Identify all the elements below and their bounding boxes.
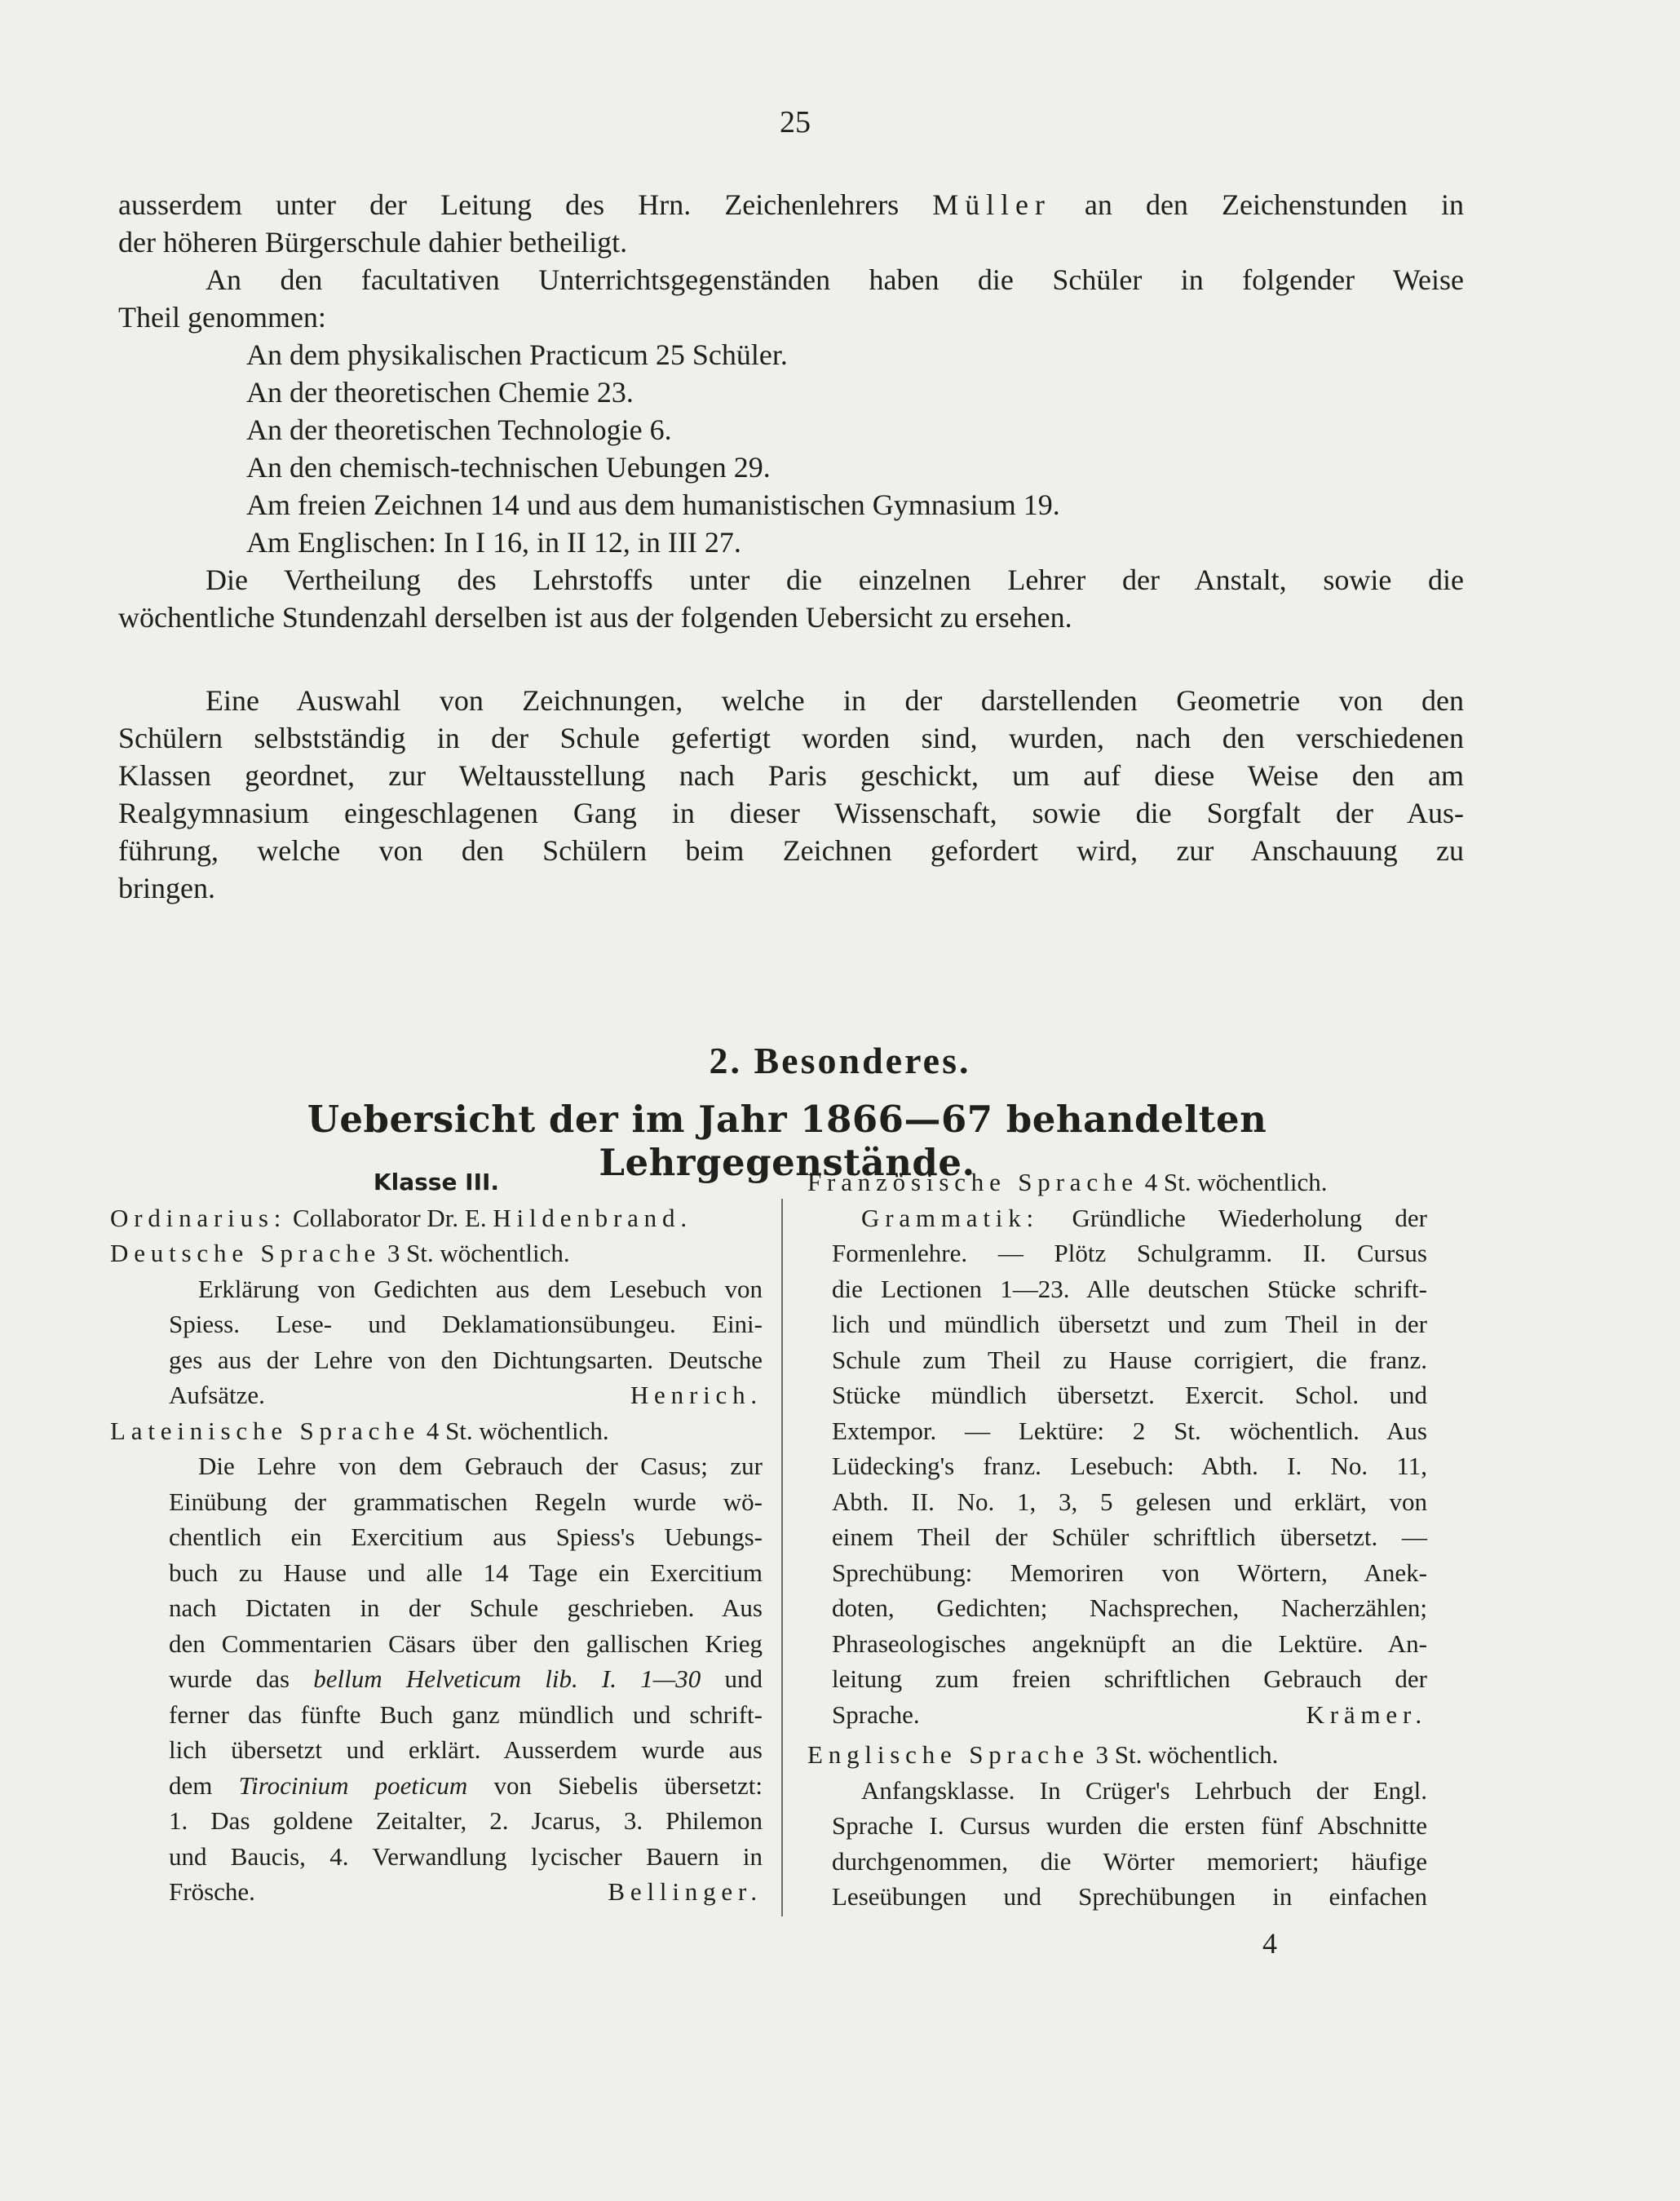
intro-para-2: An den facultativen Unterrichtsgegenständen haben die Schüler in folgender Weise (206, 263, 1464, 296)
franz-line: Extempor. — Lektüre: 2 St. wöchentlich. Aus (832, 1416, 1427, 1445)
intro-para-3-end: wöchentliche Stundenzahl derselben ist aus der folgenden Uebersicht zu ersehen. (118, 601, 1072, 634)
latein-line: nach Dictaten in der Schule geschrieben. Aus (169, 1593, 763, 1622)
teacher-signature: Henrich. (630, 1381, 763, 1409)
franz-line: Lüdecking's franz. Lesebuch: Abth. I. No. 11, (832, 1452, 1427, 1480)
franz-line: lich und mündlich übersetzt und zum Theil in der (832, 1310, 1427, 1338)
engl-line: durchgenommen, die Wörter memoriert; häufige (832, 1846, 1427, 1876)
deutsch-line: ges aus der Lehre von den Dichtungsarten. Deutsche (169, 1345, 763, 1374)
franz-line: Formenlehre. — Plötz Schulgramm. II. Cursus (832, 1239, 1427, 1267)
latein-line: chentlich ein Exercitium aus Spiess's Uebungs- (169, 1523, 763, 1551)
franz-line: Sprechübung: Memoriren von Wörtern, Anek- (832, 1558, 1427, 1587)
subject-heading-deutsch: Deutsche Sprache 3 St. wöchentlich. (110, 1239, 570, 1267)
engl-line: Leseübungen und Sprechübungen in einfachen (832, 1882, 1427, 1911)
intro-para-4-end: bringen. (118, 872, 215, 904)
intro-para-4-line: Schülern selbstständig in der Schule gefertigt worden sind, wurden, nach den verschiedenen (118, 722, 1464, 754)
teacher-signature: Bellinger. (608, 1877, 763, 1906)
participation-item: An dem physikalischen Practicum 25 Schüler. (246, 338, 788, 371)
intro-para-4-line: Eine Auswahl von Zeichnungen, welche in der darstellenden Geometrie von den (206, 684, 1464, 717)
right-column (807, 1165, 1427, 1915)
participation-item: An den chemisch-technischen Uebungen 29. (246, 451, 771, 484)
section-heading: 2. Besonderes. (709, 1040, 971, 1081)
intro-para-2-end: Theil genommen: (118, 301, 326, 334)
intro-para-4-line: Klassen geordnet, zur Weltausstellung nach Paris geschickt, um auf diese Weise den am (118, 759, 1464, 792)
franz-line: einem Theil der Schüler schriftlich übersetzt. — (832, 1523, 1427, 1551)
left-column (110, 1165, 763, 1910)
latin-title: Tirocinium poeticum (238, 1770, 468, 1800)
engl-line: Sprache I. Cursus wurden die ersten fünf Abschnitte (832, 1811, 1427, 1840)
latein-line: Einübung der grammatischen Regeln wurde wö- (169, 1487, 763, 1516)
page-number: 25 (780, 105, 811, 139)
participation-item: An der theoretischen Technologie 6. (246, 413, 672, 446)
participation-item: Am freien Zeichnen 14 und aus dem humanistischen Gymnasium 19. (246, 488, 1060, 521)
deutsch-line: Spiess. Lese- und Deklamationsübungeu. Eini- (169, 1310, 763, 1338)
intro-line-2: der höheren Bürgerschule dahier betheiligt. (118, 226, 628, 259)
signature-mark: 4 (1262, 1927, 1277, 1960)
latein-line: dem Tirocinium poeticum von Siebelis übersetzt: (169, 1770, 763, 1800)
column-divider (781, 1199, 783, 1916)
latein-line: den Commentarien Cäsars über den gallischen Krieg (169, 1629, 763, 1658)
franz-line: Abth. II. No. 1, 3, 5 gelesen und erklärt, von (832, 1487, 1427, 1516)
teacher-name-mueller: Müller (932, 188, 1051, 221)
latein-line: ferner das fünfte Buch ganz mündlich und schrift- (169, 1699, 763, 1729)
subject-heading-franz: Französische Sprache 4 St. wöchentlich. (807, 1168, 1328, 1196)
franz-line: doten, Gedichten; Nachsprechen, Nacherzählen; (832, 1593, 1427, 1622)
klasse-heading: Klasse III. (373, 1169, 500, 1196)
deutsch-line: Erklärung von Gedichten aus dem Lesebuch von (198, 1274, 763, 1303)
latin-title: bellum Helveticum lib. I. 1—30 (313, 1664, 701, 1693)
intro-para-4-line: Realgymnasium eingeschlagenen Gang in dieser Wissenschaft, sowie die Sorgfalt der Aus- (118, 797, 1464, 829)
franz-end: Sprache. Krämer. (807, 1697, 1427, 1733)
latein-line: wurde das bellum Helveticum lib. I. 1—30 und (169, 1664, 763, 1693)
franz-line: Schule zum Theil zu Hause corrigiert, die franz. (832, 1345, 1427, 1374)
engl-line: Anfangsklasse. In Crüger's Lehrbuch der Engl. (861, 1775, 1427, 1805)
latein-line: Die Lehre von dem Gebrauch der Casus; zur (198, 1452, 763, 1480)
deutsch-end: Aufsätze. Henrich. (110, 1377, 763, 1413)
subject-heading-engl: Englische Sprache 3 St. wöchentlich. (807, 1740, 1279, 1769)
participation-item: Am Englischen: In I 16, in II 12, in III 27. (246, 526, 741, 559)
franz-line: Stücke mündlich übersetzt. Exercit. Schol. und (832, 1381, 1427, 1409)
subject-heading-latein: Lateinische Sprache 4 St. wöchentlich. (110, 1416, 609, 1445)
franz-line: die Lectionen 1—23. Alle deutschen Stücke schrift- (832, 1274, 1427, 1303)
franz-line: Phraseologisches angeknüpft an die Lektüre. An- (832, 1629, 1427, 1658)
intro-para-4-line: führung, welche von den Schülern beim Zeichnen gefordert wird, zur Anschauung zu (118, 834, 1464, 867)
franz-line: leitung zum freien schriftlichen Gebrauch der (832, 1664, 1427, 1693)
intro-para-3: Die Vertheilung des Lehrstoffs unter die einzelnen Lehrer der Anstalt, sowie die (206, 564, 1464, 596)
latein-end: Frösche. Bellinger. (110, 1874, 763, 1910)
franz-line: Grammatik: Gründliche Wiederholung der (861, 1203, 1428, 1232)
latein-line: buch zu Hause und alle 14 Tage ein Exercitium (169, 1558, 763, 1587)
intro-text (118, 186, 1464, 907)
latein-line: lich übersetzt und erklärt. Ausserdem wurde aus (169, 1735, 763, 1764)
intro-line-1: ausserdem unter der Leitung des Hrn. Zeichenlehrers Müller an den Zeichenstunden in (118, 188, 1465, 221)
latein-line: und Baucis, 4. Verwandlung lycischer Bauern in (169, 1841, 763, 1871)
participation-item: An der theoretischen Chemie 23. (246, 376, 634, 409)
overview-heading: Uebersicht der im Jahr 1866—67 behandelten Lehrgegenstände. (307, 1098, 1267, 1184)
latein-line: 1. Das goldene Zeitalter, 2. Jcarus, 3. Philemon (169, 1806, 763, 1835)
ordinarius-line: Ordinarius: Collaborator Dr. E. Hildenbrand. (110, 1203, 692, 1232)
teacher-signature: Krämer. (1306, 1699, 1427, 1729)
